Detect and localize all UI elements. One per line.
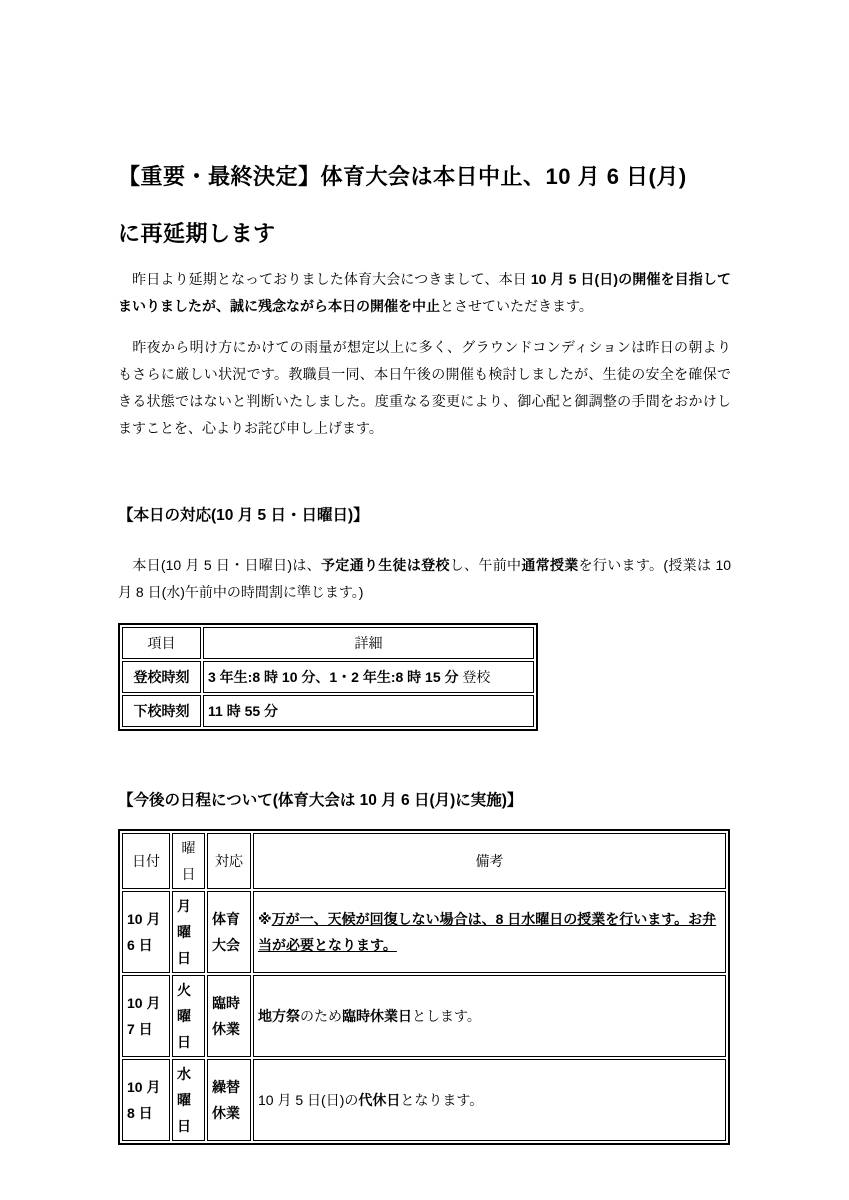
upcoming-header-note: 備考: [253, 833, 726, 889]
today-schedule-table: [118, 623, 538, 731]
today-table-header-row: [122, 627, 534, 659]
oct8-action-cell: 繰替休業: [207, 1059, 251, 1141]
title-line-1: 【重要・最終決定】体育大会は本日中止、10 月 6 日(月): [118, 164, 687, 189]
upcoming-header-action: 対応: [207, 833, 251, 889]
oct6-action-cell: 体育大会: [207, 891, 251, 973]
oct7-action-cell: 臨時休業: [207, 975, 251, 1057]
upcoming-table-row-oct8: [122, 1059, 726, 1141]
upcoming-header-date: 日付: [122, 833, 170, 889]
section-heading-upcoming: 【今後の日程について(体育大会は 10 月 6 日(月)に実施)】: [118, 792, 523, 809]
oct8-note-cell: 10 月 5 日(日)の代休日となります。: [253, 1059, 726, 1141]
arrival-time-label: 登校時刻: [122, 661, 201, 693]
arrival-time-detail: 3 年生:8 時 10 分、1・2 年生:8 時 15 分 登校: [203, 661, 534, 693]
oct7-day-cell: 火曜日: [172, 975, 205, 1057]
oct6-date-cell: 10 月 6 日: [122, 891, 170, 973]
today-table-header-detail: 詳細: [203, 627, 534, 659]
document-title: [118, 148, 731, 262]
upcoming-table-row-oct6: [122, 891, 726, 973]
upcoming-schedule-table: [118, 829, 730, 1145]
oct7-note-cell: 地方祭のため臨時休業日とします。: [253, 975, 726, 1057]
upcoming-header-day: 曜日: [172, 833, 205, 889]
upcoming-table-header-row: [122, 833, 726, 889]
today-table-row-arrival: [122, 661, 534, 693]
today-table-header-item: 項目: [122, 627, 201, 659]
oct6-note-cell: ※万が一、天候が回復しない場合は、8 日水曜日の授業を行います。お弁当が必要となります。: [253, 891, 726, 973]
upcoming-table-row-oct7: [122, 975, 726, 1057]
section-heading-today: 【本日の対応(10 月 5 日・日曜日)】: [118, 507, 369, 524]
today-table-row-dismissal: [122, 695, 534, 727]
oct7-date-cell: 10 月 7 日: [122, 975, 170, 1057]
paragraph-today-plan: 本日(10 月 5 日・日曜日)は、予定通り生徒は登校し、午前中通常授業を行います。(授業は 10 月 8 日(水)午前中の時間割に準じます。): [118, 557, 732, 600]
paragraph-cancellation: 昨日より延期となっておりました体育大会につきまして、本日 10 月 5 日(日)の開催を目指してまいりましたが、誠に残念ながら本日の開催を中止とさせていただきます。: [118, 271, 731, 314]
oct8-date-cell: 10 月 8 日: [122, 1059, 170, 1141]
title-line-2: に再延期します: [118, 221, 276, 246]
oct8-day-cell: 水曜日: [172, 1059, 205, 1141]
oct6-day-cell: 月曜日: [172, 891, 205, 973]
dismissal-time-detail: 11 時 55 分: [203, 695, 534, 727]
paragraph-reason: 昨夜から明け方にかけての雨量が想定以上に多く、グラウンドコンディションは昨日の朝よりもさらに厳しい状況です。教職員一同、本日午後の開催も検討しましたが、生徒の安全を確保できる状態ではないと判断いたしました。度重なる変更により、御心配と御調整の手間をおかけしますことを、心よりお詫び申し上げます。: [118, 339, 731, 436]
dismissal-time-label: 下校時刻: [122, 695, 201, 727]
